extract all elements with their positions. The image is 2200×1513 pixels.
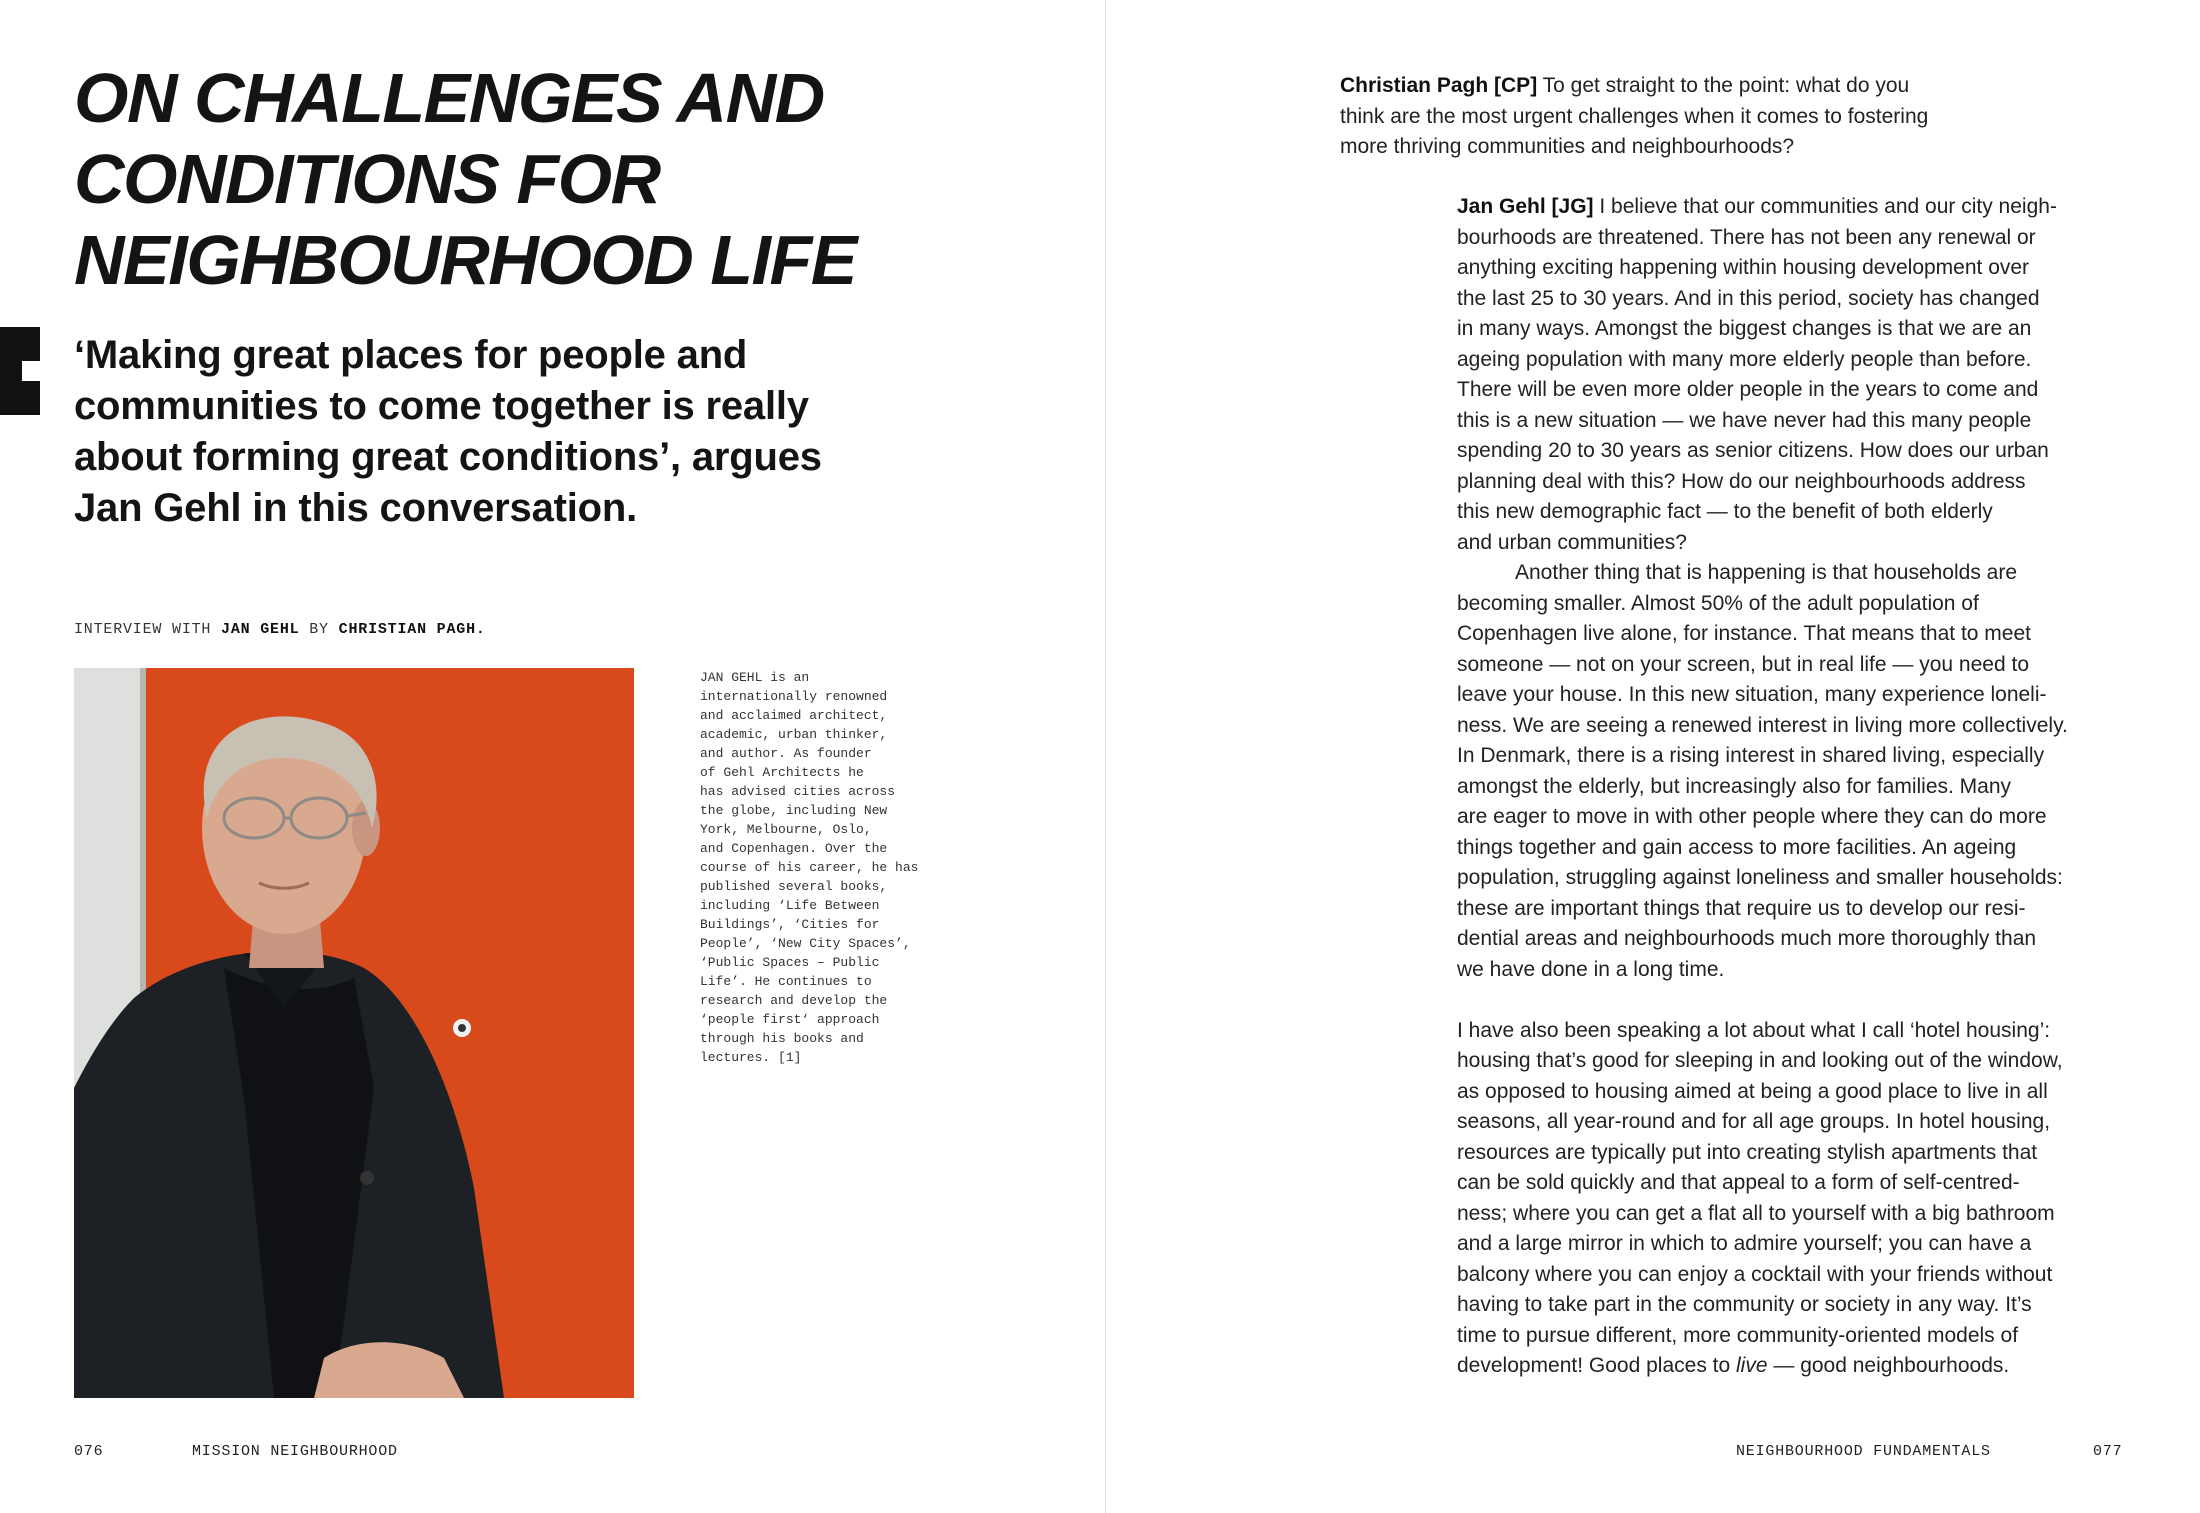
- question-line: think are the most urgent challenges when it comes to fostering: [1340, 104, 1929, 128]
- left-page-number: 076: [74, 1443, 104, 1460]
- bio-line: ‘people first‘ approach: [700, 1012, 880, 1027]
- answer-line: becoming smaller. Almost 50% of the adult population of: [1457, 591, 1979, 615]
- answer-text: I believe that our communities and our city neigh-: [1593, 195, 2057, 218]
- bio-line: Buildings’, ‘Cities for: [700, 917, 880, 932]
- bio-line: course of his career, he has: [700, 860, 919, 875]
- answer-line: this is a new situation — we have never had this many people: [1457, 408, 2032, 432]
- bio-line: and Copenhagen. Over the: [700, 841, 888, 856]
- bio-line: lectures. [1]: [700, 1050, 802, 1065]
- answer-line: are eager to move in with other people where they can do more: [1457, 805, 2047, 828]
- question-speaker: Christian Pagh [CP]: [1340, 74, 1538, 97]
- bio-line: York, Melbourne, Oslo,: [700, 822, 872, 837]
- answer-line: resources are typically put into creating stylish apartments that: [1457, 1140, 2038, 1164]
- answer-line: can be sold quickly and that appeal to a form of self-centred-: [1457, 1171, 2020, 1194]
- answer-line: Copenhagen live alone, for instance. That means that to meet: [1457, 622, 2031, 645]
- right-page-number: 077: [2093, 1443, 2123, 1460]
- standfirst-line: communities to come together is really: [74, 384, 809, 428]
- article-title: [74, 58, 994, 301]
- bio-line: of Gehl Architects he: [700, 765, 864, 780]
- answer-line: There will be even more older people in the years to come and: [1457, 378, 2039, 401]
- answer-line: the last 25 to 30 years. And in this period, society has changed: [1457, 286, 2040, 310]
- standfirst-line: about forming great conditions’, argues: [74, 435, 822, 479]
- bio-line: the globe, including New: [700, 803, 888, 818]
- answer-line: and urban communities?: [1457, 530, 1687, 554]
- bio-line: including ‘Life Between: [700, 898, 880, 913]
- answer-line: spending 20 to 30 years as senior citizens. How does our urban: [1457, 439, 2049, 462]
- answer-line: having to take part in the community or society in any way. It’s: [1457, 1293, 2032, 1316]
- answer-line: Another thing that is happening is that households are: [1515, 561, 2018, 584]
- page-gutter-divider: [1105, 0, 1106, 1513]
- answer-line: things together and gain access to more facilities. An ageing: [1457, 835, 2017, 859]
- bio-line: Life’. He continues to: [700, 974, 872, 989]
- answer-line: as opposed to housing aimed at being a good place to live in all: [1457, 1079, 2048, 1103]
- answer-line: planning deal with this? How do our neighbourhoods address: [1457, 469, 2026, 493]
- answer-line: in many ways. Amongst the biggest changes is that we are an: [1457, 317, 2032, 340]
- answer-text: — good neighbourhoods.: [1767, 1354, 2010, 1377]
- question-line: more thriving communities and neighbourhoods?: [1340, 135, 1795, 158]
- bio-line: and acclaimed architect,: [700, 708, 888, 723]
- author-bio: [700, 668, 1010, 1067]
- bio-line: ‘Public Spaces – Public: [700, 955, 880, 970]
- byline-interviewee: JAN GEHL: [221, 621, 300, 638]
- byline-middle: BY: [299, 621, 339, 638]
- answer-line: bourhoods are threatened. There has not been any renewal or: [1457, 225, 2036, 249]
- paragraph-gap: [1457, 985, 2157, 1016]
- answer-line: leave your house. In this new situation, many experience loneli-: [1457, 683, 2047, 706]
- answer-line: this new demographic fact — to the benefit of both elderly: [1457, 500, 1993, 523]
- byline-interviewer: CHRISTIAN PAGH.: [338, 621, 486, 638]
- byline-prefix: INTERVIEW WITH: [74, 621, 222, 638]
- bio-line: has advised cities across: [700, 784, 896, 799]
- answer-text: development! Good places to: [1457, 1354, 1737, 1377]
- bio-line: People’, ‘New City Spaces’,: [700, 936, 911, 951]
- answer-line: and a large mirror in which to admire yourself; you can have a: [1457, 1232, 2032, 1255]
- answer-line: I have also been speaking a lot about what I call ‘hotel housing’:: [1457, 1018, 2051, 1042]
- answer-line: we have done in a long time.: [1457, 957, 1725, 981]
- answer-line: [1457, 192, 2157, 223]
- section-tab-marker: [0, 327, 40, 415]
- standfirst-line: Jan Gehl in this conversation.: [74, 486, 638, 530]
- emphasis-live: live: [1736, 1354, 1768, 1377]
- answer-speaker: Jan Gehl [JG]: [1457, 195, 1594, 218]
- portrait-photo: [74, 668, 634, 1398]
- title-line: NEIGHBOURHOOD LIFE: [74, 221, 856, 299]
- bio-line: published several books,: [700, 879, 888, 894]
- answer-line: amongst the elderly, but increasingly also for families. Many: [1457, 774, 2012, 798]
- interview-question: [1340, 71, 2060, 163]
- bio-line: and author. As founder: [700, 746, 872, 761]
- answer-line: ness; where you can get a flat all to yourself with a big bathroom: [1457, 1201, 2055, 1225]
- question-text: To get straight to the point: what do you: [1537, 74, 1910, 97]
- question-line: [1340, 71, 2060, 102]
- interview-answer: [1457, 192, 2157, 1382]
- answer-line: these are important things that require us to develop our resi-: [1457, 896, 2026, 920]
- answer-line: time to pursue different, more community-oriented models of: [1457, 1323, 2019, 1347]
- interview-byline: [74, 621, 486, 638]
- right-running-footer: NEIGHBOURHOOD FUNDAMENTALS: [1736, 1443, 1991, 1460]
- answer-line: seasons, all year-round and for all age groups. In hotel housing,: [1457, 1110, 2051, 1133]
- bio-line: through his books and: [700, 1031, 864, 1046]
- answer-line: someone — not on your screen, but in real life — you need to: [1457, 652, 2029, 676]
- answer-line: anything exciting happening within housing development over: [1457, 256, 2030, 279]
- left-running-footer: MISSION NEIGHBOURHOOD: [192, 1443, 398, 1460]
- answer-line: [1457, 1351, 2157, 1382]
- answer-line: population, struggling against loneliness and smaller households:: [1457, 866, 2063, 889]
- standfirst-line: ‘Making great places for people and: [74, 333, 748, 377]
- answer-line: housing that’s good for sleeping in and looking out of the window,: [1457, 1049, 2063, 1072]
- answer-line: ness. We are seeing a renewed interest in living more collectively.: [1457, 713, 2068, 737]
- answer-line: dential areas and neighbourhoods much more thoroughly than: [1457, 927, 2037, 950]
- bio-line: internationally renowned: [700, 689, 888, 704]
- answer-line: In Denmark, there is a rising interest in shared living, especially: [1457, 744, 2045, 767]
- title-line: CONDITIONS FOR: [74, 140, 660, 218]
- bio-line: research and develop the: [700, 993, 888, 1008]
- standfirst: [74, 330, 974, 534]
- bio-line: JAN GEHL is an: [700, 670, 810, 685]
- answer-line: ageing population with many more elderly people than before.: [1457, 347, 2032, 371]
- bio-line: academic, urban thinker,: [700, 727, 888, 742]
- title-line: ON CHALLENGES AND: [74, 59, 824, 137]
- answer-line: balcony where you can enjoy a cocktail with your friends without: [1457, 1262, 2053, 1286]
